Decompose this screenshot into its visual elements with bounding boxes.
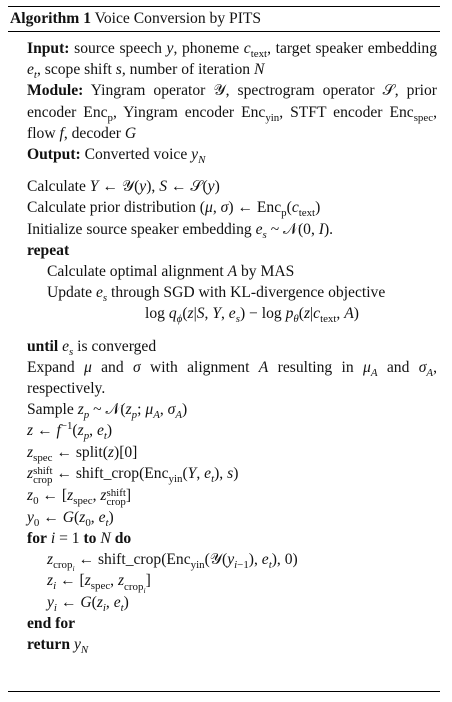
step-line: Calculate Y ← 𝒴(y), S ← 𝒮(y)	[27, 178, 220, 196]
spacer	[27, 325, 437, 336]
until-line	[27, 336, 437, 357]
algorithm-caption	[10, 8, 261, 29]
bottom-rule	[8, 691, 440, 692]
step-line: Calculate prior distribution (μ, σ) ← $Enc_p(c_{text})$	[27, 199, 321, 220]
step-line: z ← $f^{-1}(z_p$, $e_t$)	[27, 420, 113, 443]
return-keyword: return	[27, 636, 71, 654]
expand-step: Expand μ and σ with alignment A resulting in $\mu_A$ and $\sigma_A$, respectively.	[27, 358, 437, 398]
repeat-step: Calculate optimal alignment A by MAS	[47, 263, 295, 281]
algorithm-body	[27, 38, 437, 655]
repeat-keyword: repeat	[27, 241, 70, 259]
top-rule	[8, 6, 440, 7]
repeat-step: Update $e_s$ through SGD with KL-divergence objective	[47, 284, 386, 305]
caption-title: Voice Conversion by PITS	[94, 10, 262, 27]
input-text: source speech y, phoneme $c_{text}$, target speaker embedding $e_t$, scope shift s, number of iteration N	[27, 40, 438, 82]
module-spec	[27, 80, 437, 144]
to-keyword: to	[83, 530, 97, 548]
output-keyword: Output:	[27, 146, 81, 164]
step-line: $z_{spec}$ ← split(z)[0]	[27, 443, 138, 464]
input-spec	[27, 38, 437, 80]
module-text: Yingram operator 𝒴, spectrogram operator 𝒮, prior encoder Enc$_p$, Yingram encoder Enc$_{yin}$, STFT encoder Enc$_{spec}$, flow f, decoder G	[27, 82, 437, 142]
until-condition: $e_s$ is converged	[62, 337, 157, 358]
end-for-keyword: end for	[27, 614, 76, 632]
for-line	[27, 528, 437, 549]
caption-label: Algorithm 1	[10, 10, 91, 27]
for-limit: N	[100, 530, 111, 548]
end-for-line	[27, 613, 437, 634]
step-line: $y_0$ ← $G(z_0$, $e_t$)	[27, 508, 114, 529]
module-keyword: Module:	[27, 82, 84, 100]
step-line: z shift crop ← shift_crop(Enc$_{yin}$(Y, $e_t$), s)	[27, 464, 239, 486]
output-spec	[27, 144, 437, 165]
output-text: Converted voice $y_N$	[84, 146, 206, 167]
for-condition: i = 1	[50, 530, 80, 548]
for-step: $z_i$ ← [$z_{spec}$, $z_{crop_i}$]	[47, 572, 151, 595]
step-line: Sample $z_p$ ~ $𝒩(z_p$; $\mu_A$, $\sigma_A$)	[27, 401, 188, 422]
until-keyword: until	[27, 337, 59, 355]
step-line: Initialize source speaker embedding $e_s$ ~ 𝒩(0, I).	[27, 220, 334, 241]
do-keyword: do	[114, 530, 132, 548]
kl-equation: $\log q_\phi(z|S$, Y, $e_s) - \log p_\theta(z|c_{text}$, A)	[145, 305, 359, 326]
spacer	[27, 165, 437, 176]
input-keyword: Input:	[27, 40, 70, 57]
for-step: $y_i$ ← $G(z_i$, $e_t$)	[47, 593, 129, 614]
return-line	[27, 634, 437, 655]
caption-rule	[8, 31, 440, 32]
return-value: $y_N$	[73, 636, 89, 657]
for-keyword: for	[27, 530, 47, 548]
for-step: $z_{crop_i}$ ← $shift\_crop(Enc_{yin}(𝒴(y_{i-1})$, $e_t$), 0)	[47, 551, 298, 574]
repeat-line	[27, 240, 437, 261]
step-line: $z_0$ ← [$z_{spec}$, z shift crop ]	[27, 486, 132, 508]
